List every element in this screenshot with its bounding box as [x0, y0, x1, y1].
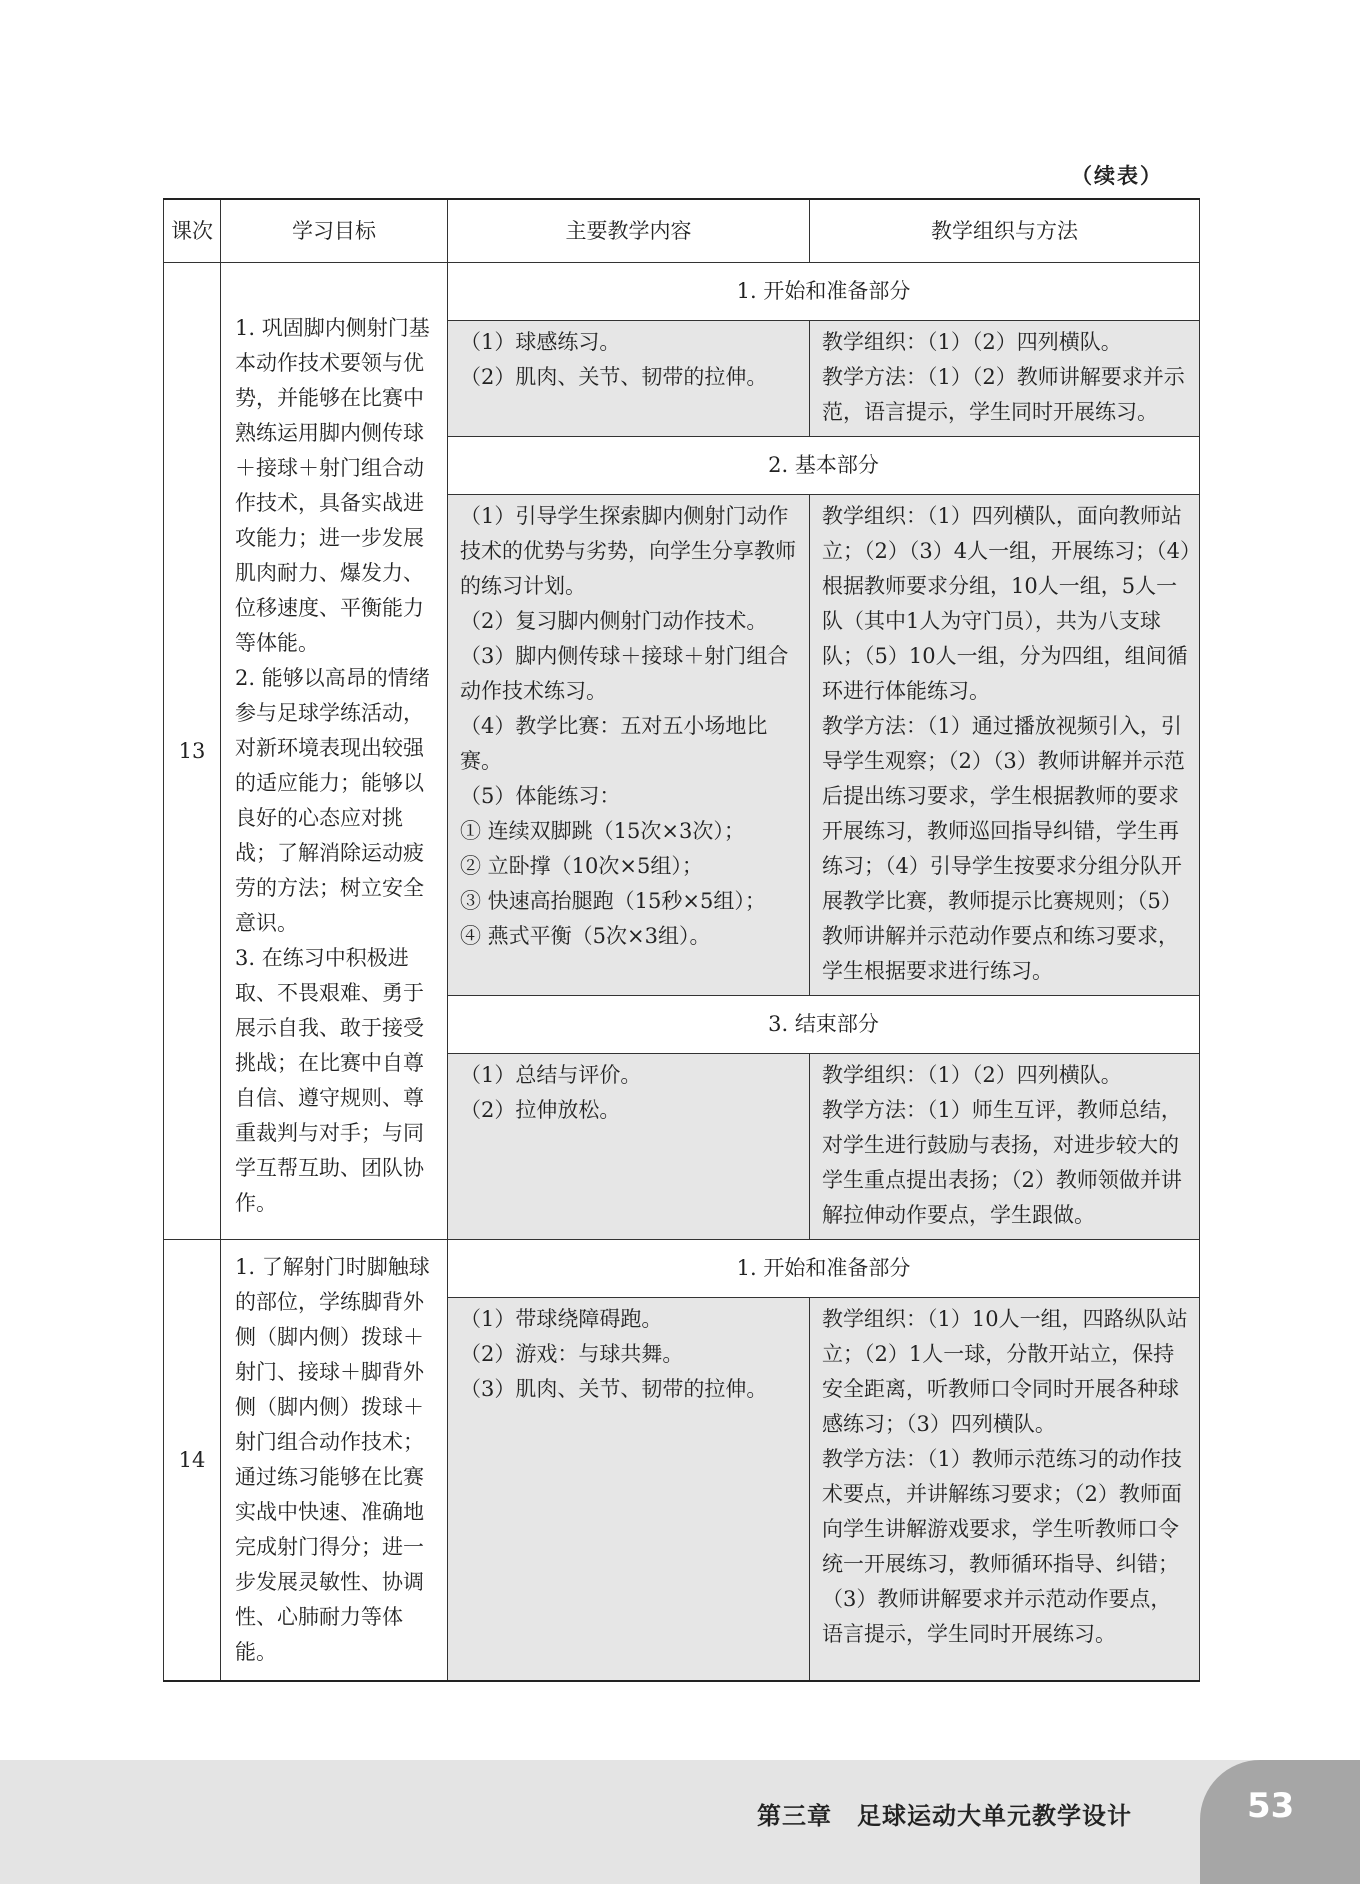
- l14-s1-content: [448, 1298, 810, 1682]
- l13-s3-content: [448, 1054, 810, 1240]
- content-item: （2）游戏：与球共舞。: [460, 1342, 684, 1366]
- header-lesson: 课次: [164, 199, 221, 263]
- l13-s1-title: 1. 开始和准备部分: [448, 263, 1200, 321]
- l13-s2-method: [810, 495, 1200, 996]
- method-item: 教学组织：（1）（2）四列横队。: [822, 1063, 1122, 1087]
- header-row: [164, 199, 1200, 263]
- page-number: 53: [1247, 1786, 1295, 1826]
- content-item: ② 立卧撑（10次×5组）；: [460, 854, 703, 878]
- continued-label: （续表）: [1071, 164, 1163, 188]
- method-item: 教学方法：（1）师生互评，教师总结，对学生进行鼓励与表扬，对进步较大的学生重点提出表扬；（2）教师领做并讲解拉伸动作要点，学生跟做。: [822, 1098, 1182, 1227]
- content-item: ③ 快速高抬腿跑（15秒×5组）；: [460, 889, 766, 913]
- l13-s3-method: [810, 1054, 1200, 1240]
- lesson-table: [163, 198, 1200, 1682]
- l13-s2-content: [448, 495, 810, 996]
- l13-row-s1-title: [164, 263, 1200, 321]
- method-item: 教学方法：（1）（2）教师讲解要求并示范，语言提示，学生同时开展练习。: [822, 365, 1185, 424]
- content-item: （2）复习脚内侧射门动作技术。: [460, 609, 768, 633]
- method-item: 教学组织：（1）10人一组，四路纵队站立；（2）1人一球，分散开站立，保持安全距离，听教师口令同时开展各种球感练习；（3）四列横队。: [822, 1307, 1188, 1436]
- l14-number: 14: [164, 1240, 221, 1682]
- content-item: （1）球感练习。: [460, 330, 621, 354]
- l14-goals: [221, 1240, 448, 1682]
- content-item: （1）总结与评价。: [460, 1063, 642, 1087]
- l14-s1-title: 1. 开始和准备部分: [448, 1240, 1200, 1298]
- method-item: 教学组织：（1）（2）四列横队。: [822, 330, 1122, 354]
- footer-band: [0, 1760, 1360, 1884]
- method-item: 教学方法：（1）通过播放视频引入，引导学生观察；（2）（3）教师讲解并示范后提出练习要求，学生根据教师的要求开展练习，教师巡回指导纠错，学生再练习；（4）引导学生按要求分组分队开展教学比赛，教师提示比赛规则；（5）教师讲解并示范动作要点和练习要求，学生根据要求进行练习。: [822, 714, 1185, 983]
- content-item: ④ 燕式平衡（5次×3组）。: [460, 924, 711, 948]
- l13-goal-1: 1. 巩固脚内侧射门基本动作技术要领与优势，并能够在比赛中熟练运用脚内侧传球＋接球＋射门组合动作技术，具备实战进攻能力；进一步发展肌肉耐力、爆发力、位移速度、平衡能力等体能。: [235, 316, 430, 655]
- header-content: 主要教学内容: [448, 199, 810, 263]
- content-item: （3）肌肉、关节、韧带的拉伸。: [460, 1377, 768, 1401]
- l14-s1-method: [810, 1298, 1200, 1682]
- l14-goal-1: 1. 了解射门时脚触球的部位，学练脚背外侧（脚内侧）拨球＋射门、接球＋脚背外侧（脚内侧）拨球＋射门组合动作技术；通过练习能够在比赛实战中快速、准确地完成射门得分；进一步发展灵敏性、协调性、心肺耐力等体能。: [235, 1255, 430, 1664]
- l13-s1-method: [810, 321, 1200, 437]
- content-item: （1）带球绕障碍跑。: [460, 1307, 663, 1331]
- method-item: 教学组织：（1）四列横队，面向教师站立；（2）（3）4人一组，开展练习；（4）根据教师要求分组，10人一组，5人一队（其中1人为守门员），共为八支球队；（5）10人一组，分为四组，组间循环进行体能练习。: [822, 504, 1191, 703]
- content-item: ① 连续双脚跳（15次×3次）；: [460, 819, 745, 843]
- l14-row-s1-title: [164, 1240, 1200, 1298]
- content-item: （5）体能练习：: [460, 784, 621, 808]
- content-item: （4）教学比赛：五对五小场地比赛。: [460, 714, 768, 773]
- l13-goal-2: 2. 能够以高昂的情绪参与足球学练活动，对新环境表现出较强的适应能力；能够以良好的心态应对挑战；了解消除运动疲劳的方法；树立安全意识。: [235, 666, 430, 935]
- content-item: （2）肌肉、关节、韧带的拉伸。: [460, 365, 768, 389]
- l13-goal-3: 3. 在练习中积极进取、不畏艰难、勇于展示自我、敢于接受挑战；在比赛中自尊自信、遵守规则、尊重裁判与对手；与同学互帮互助、团队协作。: [235, 946, 424, 1215]
- method-item: 教学方法：（1）教师示范练习的动作技术要点，并讲解练习要求；（2）教师面向学生讲解游戏要求，学生听教师口令统一开展练习，教师循环指导、纠错；（3）教师讲解要求并示范动作要点，语言提示，学生同时开展练习。: [822, 1447, 1182, 1646]
- content-item: （3）脚内侧传球＋接球＋射门组合动作技术练习。: [460, 644, 789, 703]
- header-method: 教学组织与方法: [810, 199, 1200, 263]
- l13-s3-title: 3. 结束部分: [448, 996, 1200, 1054]
- l13-s1-content: [448, 321, 810, 437]
- l13-s2-title: 2. 基本部分: [448, 437, 1200, 495]
- content-item: （1）引导学生探索脚内侧射门动作技术的优势与劣势，向学生分享教师的练习计划。: [460, 504, 796, 598]
- header-goal: 学习目标: [221, 199, 448, 263]
- l13-number: 13: [164, 263, 221, 1240]
- chapter-title: 第三章 足球运动大单元教学设计: [757, 1802, 1132, 1830]
- content-item: （2）拉伸放松。: [460, 1098, 621, 1122]
- l13-goals: [221, 263, 448, 1240]
